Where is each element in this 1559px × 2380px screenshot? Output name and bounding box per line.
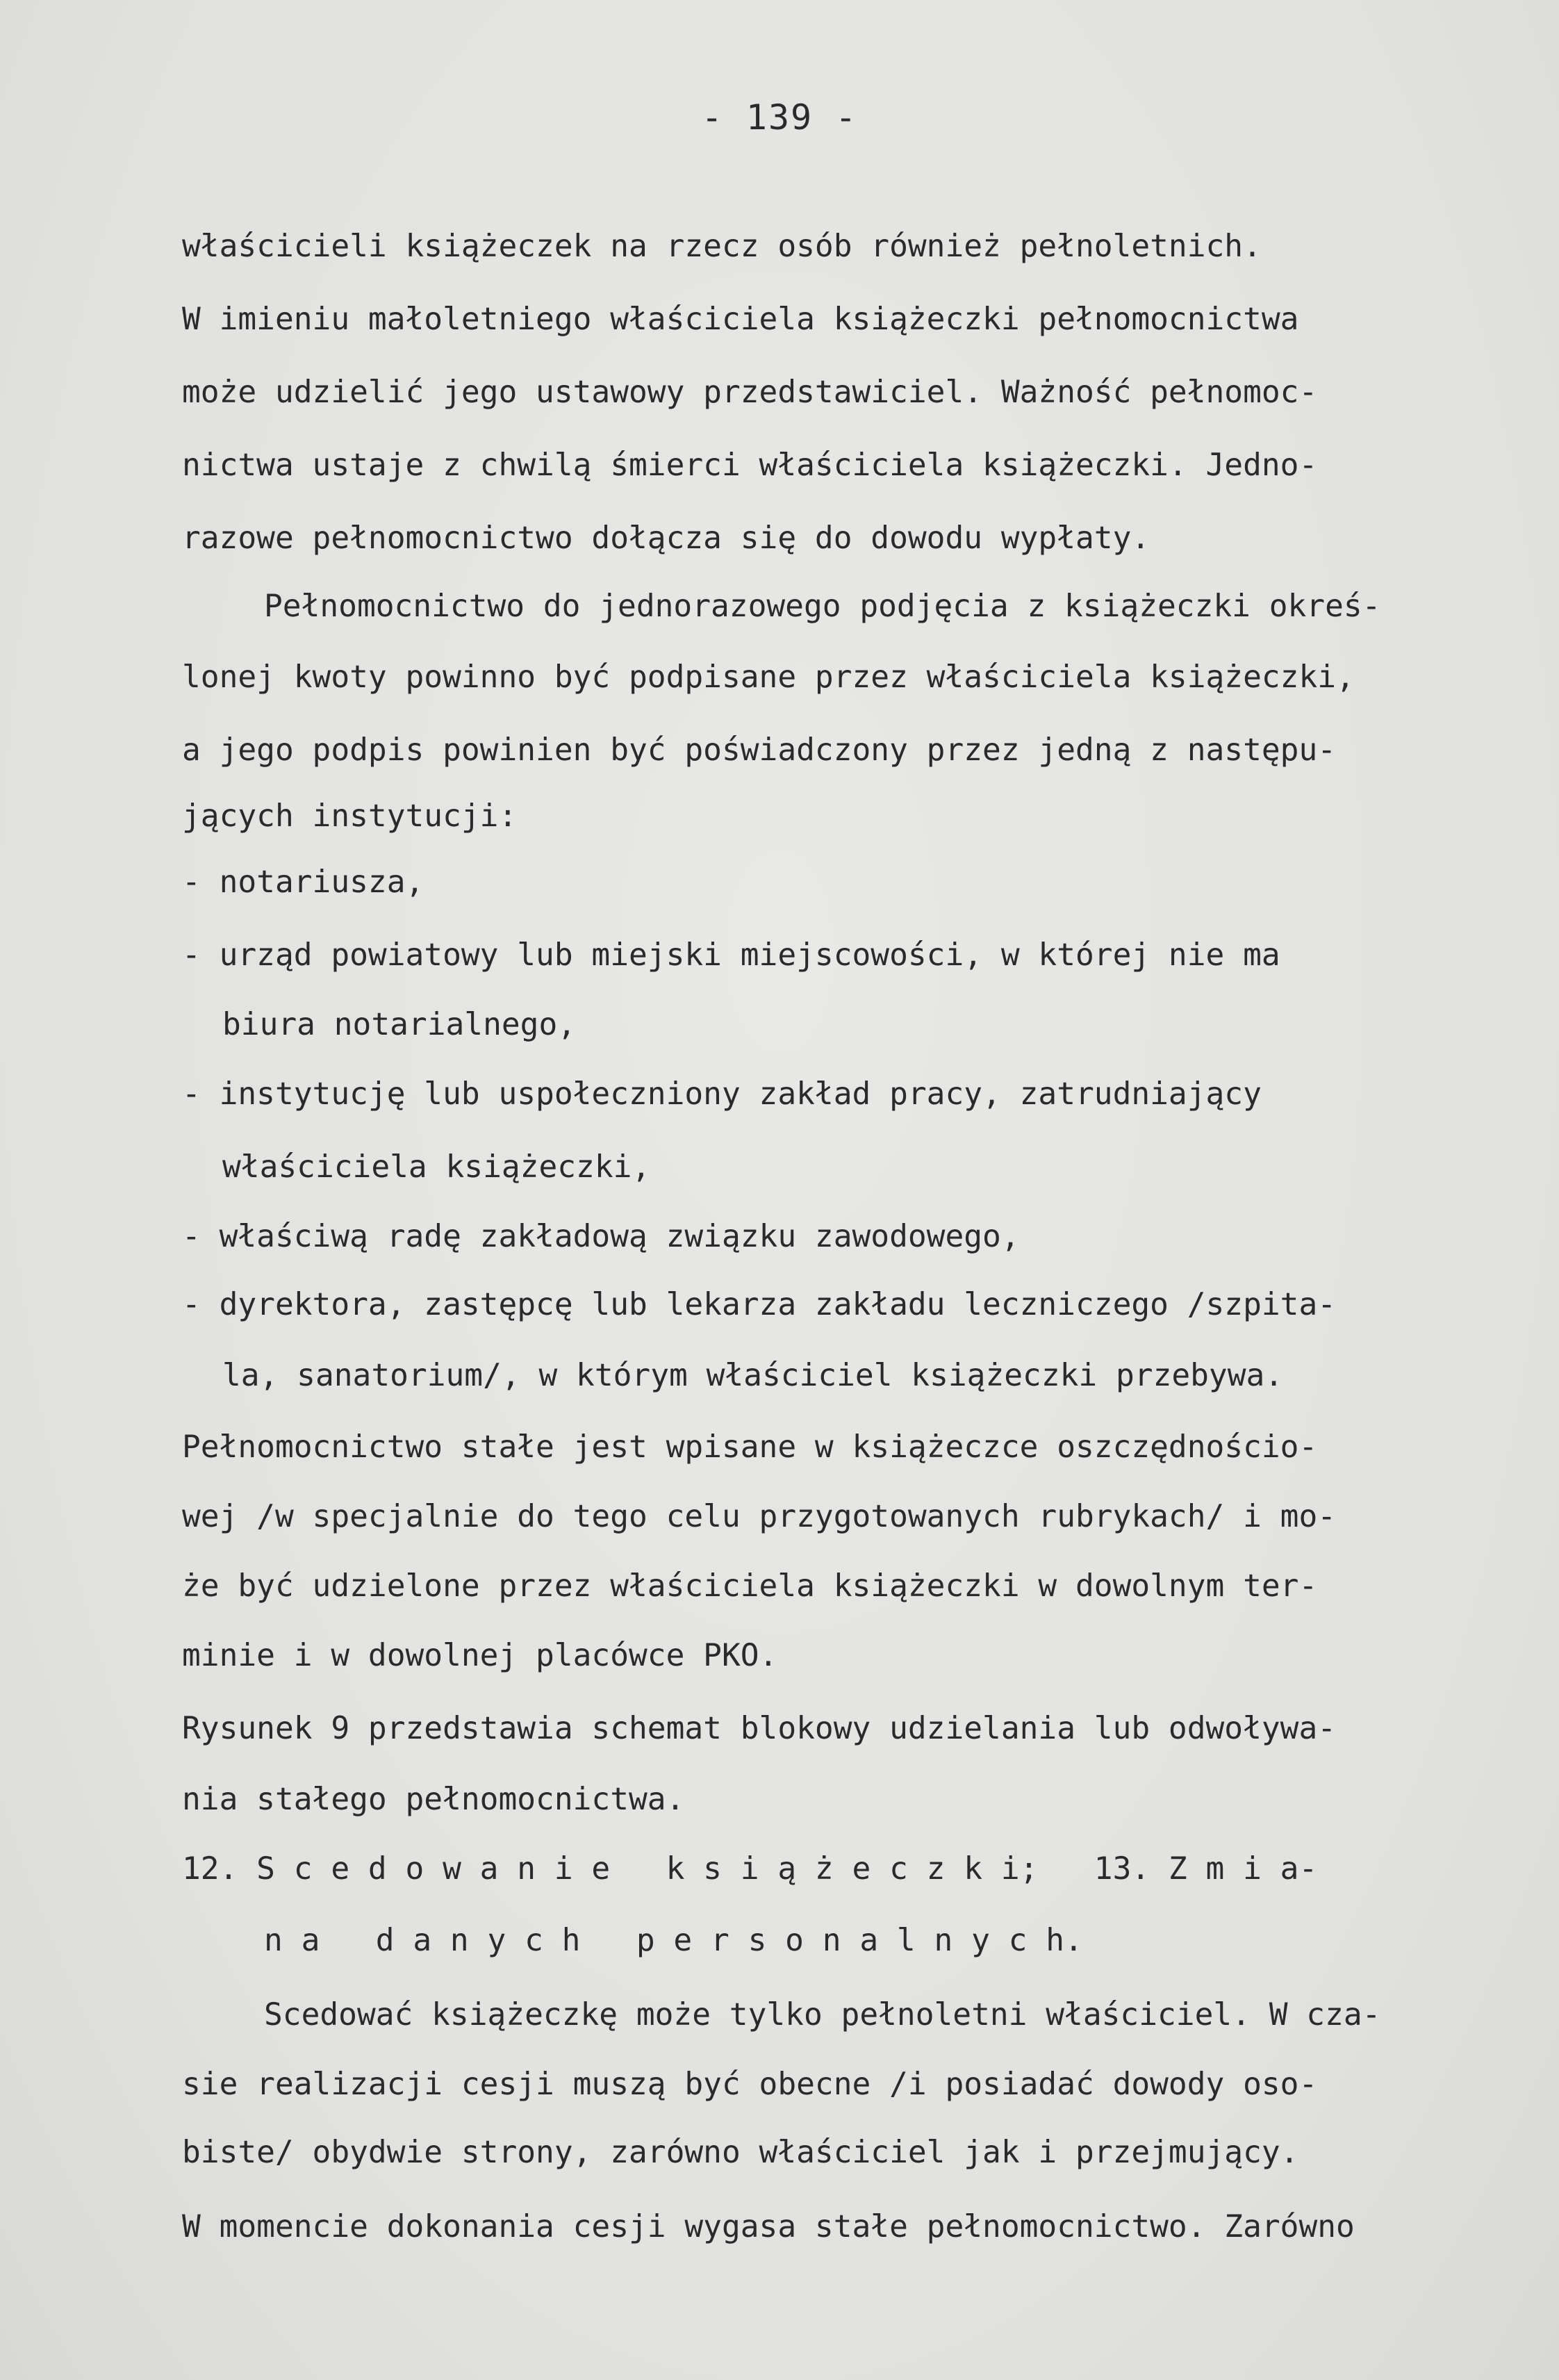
list-item: - instytucję lub uspołeczniony zakład pracy, zatrudniający [182, 1076, 1262, 1112]
list-item: - notariusza, [182, 864, 424, 900]
text-line: jących instytucji: [182, 798, 518, 834]
list-item: - właściwą radę zakładową związku zawodowego, [182, 1219, 1020, 1254]
text-line: Scedować książeczkę może tylko pełnoletni właściciel. W cza- [264, 1997, 1381, 2033]
text-line: wej /w specjalnie do tego celu przygotowanych rubrykach/ i mo- [182, 1499, 1337, 1534]
text-line: minie i w dowolnej placówce PKO. [182, 1638, 778, 1673]
text-line: nia stałego pełnomocnictwa. [182, 1782, 685, 1817]
list-item-continuation: właściciela książeczki, [222, 1149, 651, 1185]
text-line: Pełnomocnictwo stałe jest wpisane w książeczce oszczędnościo- [182, 1429, 1318, 1465]
text-line: nictwa ustaje z chwilą śmierci właściciela książeczki. Jedno- [182, 448, 1318, 483]
list-item: - urząd powiatowy lub miejski miejscowości, w której nie ma [182, 937, 1280, 973]
section-heading-continuation: n a d a n y c h p e r s o n a l n y c h. [264, 1923, 1083, 1958]
text-line: lonej kwoty powinno być podpisane przez właściciela książeczki, [182, 659, 1355, 695]
list-item-continuation: biura notarialnego, [222, 1007, 577, 1042]
text-line: może udzielić jego ustawowy przedstawiciel. Ważność pełnomoc- [182, 375, 1318, 410]
section-heading: 12. S c e d o w a n i e k s i ą ż e c z k i; 13. Z m i a- [182, 1851, 1318, 1887]
text-line: W imieniu małoletniego właściciela książeczki pełnomocnictwa [182, 302, 1299, 337]
list-item: - dyrektora, zastępcę lub lekarza zakładu leczniczego /szpita- [182, 1287, 1337, 1322]
text-line: W momencie dokonania cesji wygasa stałe pełnomocnictwo. Zarówno [182, 2209, 1355, 2244]
text-line: a jego podpis powinien być poświadczony przez jedną z następu- [182, 732, 1337, 768]
text-line: właścicieli książeczek na rzecz osób również pełnoletnich. [182, 229, 1262, 264]
text-line: razowe pełnomocnictwo dołącza się do dowodu wypłaty. [182, 520, 1150, 556]
text-line: biste/ obydwie strony, zarówno właściciel jak i przejmujący. [182, 2135, 1299, 2170]
text-line: sie realizacji cesji muszą być obecne /i posiadać dowody oso- [182, 2067, 1318, 2102]
text-line: że być udzielone przez właściciela książeczki w dowolnym ter- [182, 1568, 1318, 1604]
list-item-continuation: la, sanatorium/, w którym właściciel książeczki przebywa. [222, 1358, 1284, 1393]
page-number: - 139 - [701, 97, 858, 138]
text-line: Pełnomocnictwo do jednorazowego podjęcia z książeczki okreś- [264, 589, 1381, 624]
text-line: Rysunek 9 przedstawia schemat blokowy udzielania lub odwoływa- [182, 1711, 1337, 1746]
